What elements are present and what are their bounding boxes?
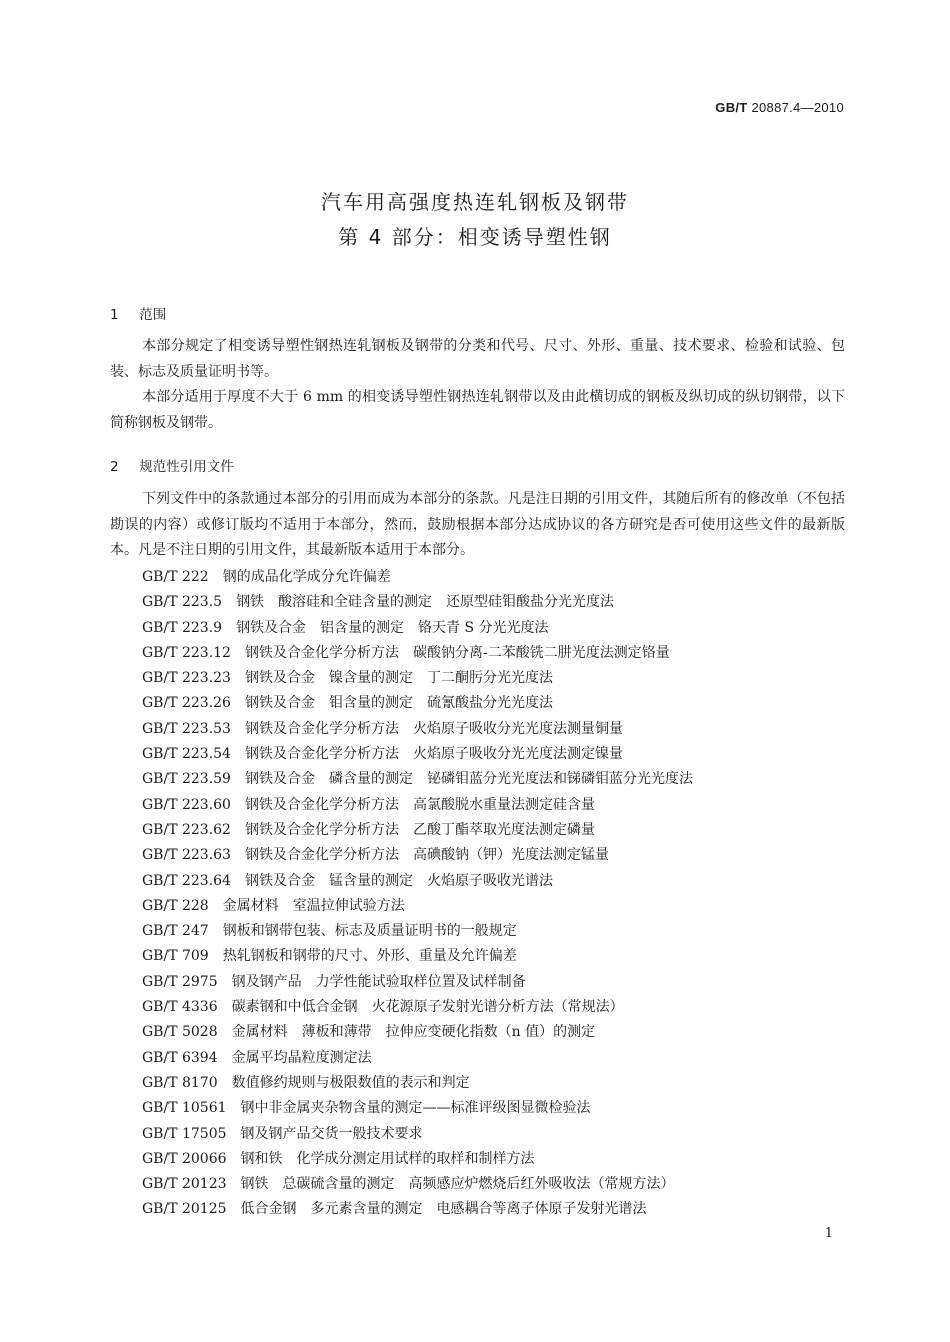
reference-item: [142, 1046, 693, 1071]
reference-item: [142, 1172, 693, 1197]
reference-code: GB/T 4336: [142, 999, 218, 1016]
reference-item: [142, 565, 693, 590]
normative-references-intro: 下列文件中的条款通过本部分的引用而成为本部分的条款。凡是注日期的引用文件，其随后所有的修改单（不包括勘误的内容）或修订版均不适用于本部分，然而，鼓励根据本部分达成协议的各方研究是否可使用这些文件的最新版本。凡是不注日期的引用文件，其最新版本适用于本部分。: [110, 491, 845, 558]
reference-code: GB/T 20066: [142, 1150, 227, 1167]
reference-title: 数值修约规则与极限数值的表示和判定: [231, 1074, 470, 1091]
reference-title: 钢铁及合金化学分析方法 碳酸钠分离-二苯酸铣二肼光度法测定铬量: [244, 644, 670, 661]
reference-title: 热轧钢板和钢带的尺寸、外形、重量及允许偏差: [222, 948, 517, 965]
reference-code: GB/T 709: [142, 948, 209, 965]
reference-code: GB/T 223.62: [142, 821, 231, 838]
reference-item: [142, 869, 693, 894]
reference-item: [142, 590, 693, 615]
reference-title: 钢铁及合金 磷含量的测定 铋磷钼蓝分光光度法和锑磷钼蓝分光光度法: [244, 771, 693, 788]
reference-title: 钢铁 酸溶硅和全硅含量的测定 还原型硅钼酸盐分光光度法: [236, 594, 615, 611]
section-2-title: 规范性引用文件: [139, 459, 234, 475]
reference-list: [142, 565, 693, 1223]
reference-item: [142, 970, 693, 995]
standard-code-number: 20887.4—2010: [751, 100, 844, 115]
reference-title: 钢铁及合金 铝含量的测定 铬天青 S 分光光度法: [236, 619, 549, 636]
section-1-number: 1: [110, 307, 119, 323]
reference-title: 钢铁及合金化学分析方法 高碘酸钠（钾）光度法测定锰量: [244, 847, 609, 864]
reference-item: [142, 767, 693, 792]
reference-code: GB/T 223.60: [142, 796, 231, 813]
reference-code: GB/T 223.64: [142, 872, 231, 889]
reference-code: GB/T 228: [142, 897, 209, 914]
reference-title: 低合金钢 多元素含量的测定 电感耦合等离子体原子发射光谱法: [240, 1201, 647, 1218]
reference-code: GB/T 223.9: [142, 619, 223, 636]
reference-item: [142, 818, 693, 843]
reference-code: GB/T 17505: [142, 1125, 227, 1142]
reference-item: [142, 742, 693, 767]
reference-item: [142, 1197, 693, 1222]
section-2-number: 2: [110, 459, 119, 475]
section-1-heading: [110, 303, 166, 323]
reference-title: 钢铁及合金 镍含量的测定 丁二酮肟分光光度法: [244, 670, 553, 687]
reference-code: GB/T 222: [142, 569, 209, 585]
reference-code: GB/T 223.54: [142, 746, 231, 763]
reference-title: 钢中非金属夹杂物含量的测定——标准评级图显微检验法: [240, 1100, 591, 1117]
reference-item: [142, 1096, 693, 1121]
reference-item: [142, 944, 693, 969]
reference-item: [142, 919, 693, 944]
reference-title: 钢和铁 化学成分测定用试样的取样和制样方法: [240, 1150, 535, 1167]
reference-item: [142, 995, 693, 1020]
reference-item: [142, 843, 693, 868]
reference-title: 钢铁 总碳硫含量的测定 高频感应炉燃烧后红外吸收法（常规方法）: [240, 1176, 675, 1193]
reference-item: [142, 691, 693, 716]
reference-code: GB/T 223.53: [142, 720, 231, 737]
reference-title: 碳素钢和中低合金钢 火花源原子发射光谱分析方法（常规法）: [231, 999, 624, 1016]
reference-title: 钢及钢产品 力学性能试验取样位置及试样制备: [231, 973, 526, 990]
scope-paragraph-1: 本部分规定了相变诱导塑性钢热连轧钢板及钢带的分类和代号、尺寸、外形、重量、技术要求、检验和试验、包装、标志及质量证明书等。: [110, 338, 845, 380]
reference-code: GB/T 8170: [142, 1074, 218, 1091]
reference-item: [142, 717, 693, 742]
reference-code: GB/T 20125: [142, 1201, 227, 1218]
reference-title: 钢铁及合金 锰含量的测定 火焰原子吸收光谱法: [244, 872, 553, 889]
reference-code: GB/T 223.12: [142, 644, 231, 661]
reference-item: [142, 641, 693, 666]
reference-title: 钢板和钢带包装、标志及质量证明书的一般规定: [222, 923, 517, 940]
reference-item: [142, 1147, 693, 1172]
reference-title: 钢的成品化学成分允许偏差: [222, 569, 391, 585]
reference-title: 钢铁及合金 钼含量的测定 硫氰酸盐分光光度法: [244, 695, 553, 712]
reference-code: GB/T 10561: [142, 1100, 227, 1117]
reference-code: GB/T 223.23: [142, 670, 231, 687]
reference-code: GB/T 5028: [142, 1024, 218, 1041]
reference-code: GB/T 223.63: [142, 847, 231, 864]
reference-title: 钢铁及合金化学分析方法 火焰原子吸收分光光度法测定镍量: [244, 746, 623, 763]
reference-code: GB/T 223.5: [142, 594, 223, 611]
reference-item: [142, 894, 693, 919]
document-title-line2: 第 4 部分：相变诱导塑性钢: [338, 225, 612, 249]
reference-item: [142, 793, 693, 818]
document-title-line1: 汽车用高强度热连轧钢板及钢带: [321, 190, 629, 214]
reference-code: GB/T 20123: [142, 1176, 227, 1193]
standard-code: [715, 100, 844, 115]
reference-title: 钢铁及合金化学分析方法 火焰原子吸收分光光度法测量铜量: [244, 720, 623, 737]
reference-code: GB/T 2975: [142, 973, 218, 990]
section-1-title: 范围: [139, 307, 167, 323]
reference-item: [142, 616, 693, 641]
reference-item: [142, 1122, 693, 1147]
reference-title: 钢铁及合金化学分析方法 乙酸丁酯萃取光度法测定磷量: [244, 821, 595, 838]
reference-code: GB/T 223.59: [142, 771, 231, 788]
reference-code: GB/T 247: [142, 923, 209, 940]
reference-item: [142, 1071, 693, 1096]
reference-title: 钢铁及合金化学分析方法 高氯酸脱水重量法测定硅含量: [244, 796, 595, 813]
page-number: 1: [824, 1226, 833, 1241]
scope-paragraph-2: 本部分适用于厚度不大于 6 mm 的相变诱导塑性钢热连轧钢带以及由此横切成的钢板及纵切成的纵切钢带，以下简称钢板及钢带。: [110, 389, 845, 431]
reference-code: GB/T 223.26: [142, 695, 231, 712]
reference-title: 金属材料 薄板和薄带 拉伸应变硬化指数（n 值）的测定: [231, 1024, 596, 1041]
reference-title: 钢及钢产品交货一般技术要求: [240, 1125, 423, 1142]
reference-title: 金属平均晶粒度测定法: [231, 1049, 372, 1066]
reference-item: [142, 666, 693, 691]
standard-code-prefix: GB/T: [715, 100, 748, 115]
reference-code: GB/T 6394: [142, 1049, 218, 1066]
reference-title: 金属材料 室温拉伸试验方法: [222, 897, 405, 914]
section-2-heading: [110, 455, 234, 475]
reference-item: [142, 1020, 693, 1045]
